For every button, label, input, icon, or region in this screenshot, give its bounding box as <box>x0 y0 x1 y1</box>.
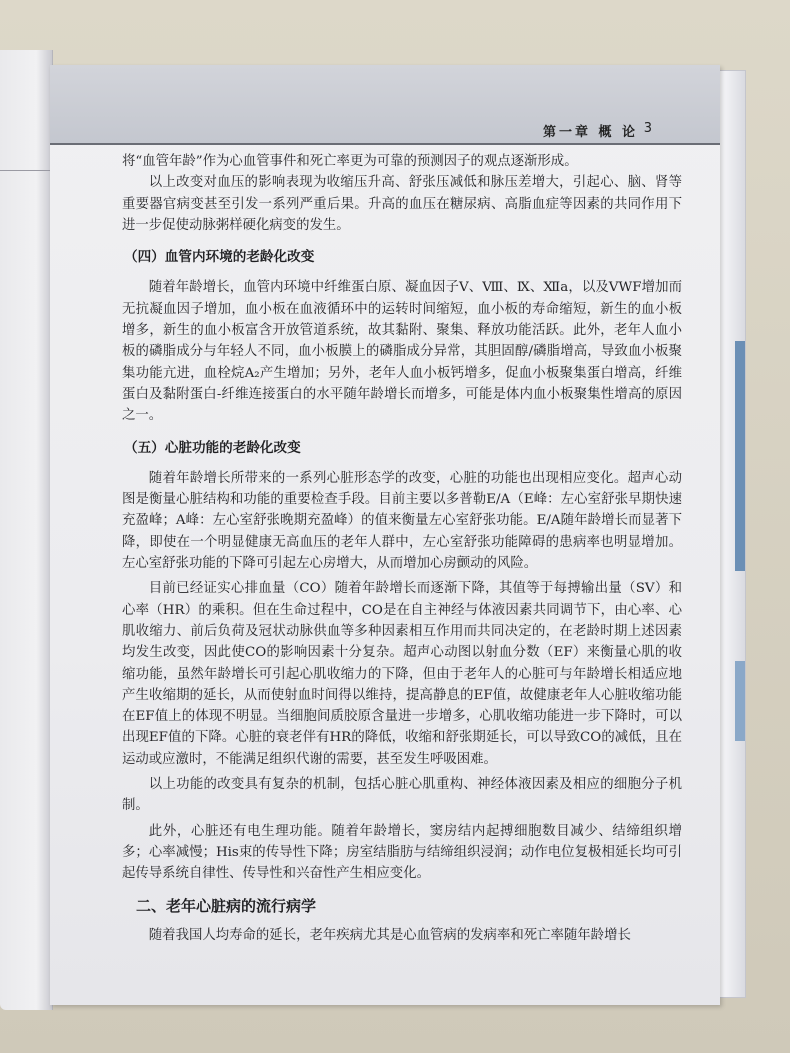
running-head-chapter: 第一章 概 论 <box>542 125 638 140</box>
chapter-subheading: 二、老年心脏病的流行病学 <box>136 896 317 915</box>
left-page-edge <box>0 50 53 1010</box>
paragraph: 随着我国人均寿命的延长，老年疾病尤其是心血管病的发病率和死亡率随年龄增长 <box>148 927 631 943</box>
left-page-curl-line <box>0 170 52 171</box>
paragraph: 随着年龄增长所带来的一系列心脏形态学的改变，心脏的功能也出现相应变化。超声心动图是衡量心脏结构和功能的重要检查手段。目前主要以多普勒E/A（E峰：左心室舒张早期快速充盈峰；A峰：左心室舒张晚期充盈峰）的值来衡量左心室舒张功能。E/A随年龄增长而显著下降，即使在一个明显健康无高血压的老年人群中，左心室舒张功能障碍的患病率也明显增加。左心室舒张功能的下降可引起左心房增大，从而增加心房颤动的风险。 <box>122 470 682 572</box>
header-rule <box>50 143 720 145</box>
section-heading: （五）心脏功能的老龄化改变 <box>124 439 301 456</box>
thumb-index-tab <box>735 341 745 571</box>
section-heading: （四）血管内环境的老龄化改变 <box>124 249 315 266</box>
thumb-index-tab-lower <box>735 661 745 741</box>
paragraph: 目前已经证实心排血量（CO）随着年龄增长而逐渐下降，其值等于每搏输出量（SV）和心率（HR）的乘积。但在生命过程中，CO是在自主神经与体液因素共同调节下，由心率、心肌收缩力、前后负荷及冠状动脉供血等多种因素相互作用而共同决定的，在老龄时期上述因素均发生改变，因此使CO的影响因素十分复杂。超声心动图以射血分数（EF）来衡量心肌的收缩功能，虽然年龄增长可引起心肌收缩力的下降，但由于老年人的心脏可与年龄增长相适应地产生收缩期的延长，从而使射血时间得以维持，提高静息的EF值，故健康老年人心脏收缩功能在EF值上的体现不明显。当细胞间质胶原含量进一步增多，心肌收缩功能进一步下降时，可以出现EF值的下降。心脏的衰老伴有HR的降低，收缩和舒张期延长，可以导致CO的减低，且在运动或应激时，不能满足组织代谢的需要，甚至发生呼吸困难。 <box>122 581 682 767</box>
paragraph: 以上改变对血压的影响表现为收缩压升高、舒张压减低和脉压差增大，引起心、脑、肾等重要器官病变甚至引发一系列严重后果。升高的血压在糖尿病、高脂血症等因素的共同作用下进一步促使动脉粥样硬化病变的发生。 <box>122 175 682 233</box>
page-body <box>122 151 682 946</box>
page-number: 3 <box>643 121 652 136</box>
paragraph: 将“血管年龄”作为心血管事件和死亡率更为可靠的预测因子的观点逐渐形成。 <box>122 154 578 169</box>
paragraph: 此外，心脏还有电生理功能。随着年龄增长，窦房结内起搏细胞数目减少、结缔组织增多；心率减慢；His束的传导性下降；房室结脂肪与结缔组织浸润；动作电位复极相延长均可引起传导系统自律性、传导性和兴奋性产生相应变化。 <box>122 823 682 882</box>
paragraph: 以上功能的改变具有复杂的机制，包括心脏心肌重构、神经体液因素及相应的细胞分子机制。 <box>122 777 682 814</box>
book-page <box>50 65 720 1005</box>
paragraph: 随着年龄增长，血管内环境中纤维蛋白原、凝血因子Ⅴ、Ⅷ、Ⅸ、Ⅻa，以及VWF增加而无抗凝血因子增加，血小板在血液循环中的运转时间缩短，血小板的寿命缩短，新生的血小板增多，新生的血小板富含开放管道系统，故其黏附、聚集、释放功能活跃。此外，老年人血小板的磷脂成分与年轻人不同，血小板膜上的磷脂成分异常，其胆固醇/磷脂增高，导致血小板聚集功能亢进，血栓烷A₂产生增加；另外，老年人血小板钙增多，促血小板聚集蛋白增高，纤维蛋白及黏附蛋白-纤维连接蛋白的水平随年龄增长而增多，可能是体内血小板聚集性增高的原因之一。 <box>122 280 682 424</box>
